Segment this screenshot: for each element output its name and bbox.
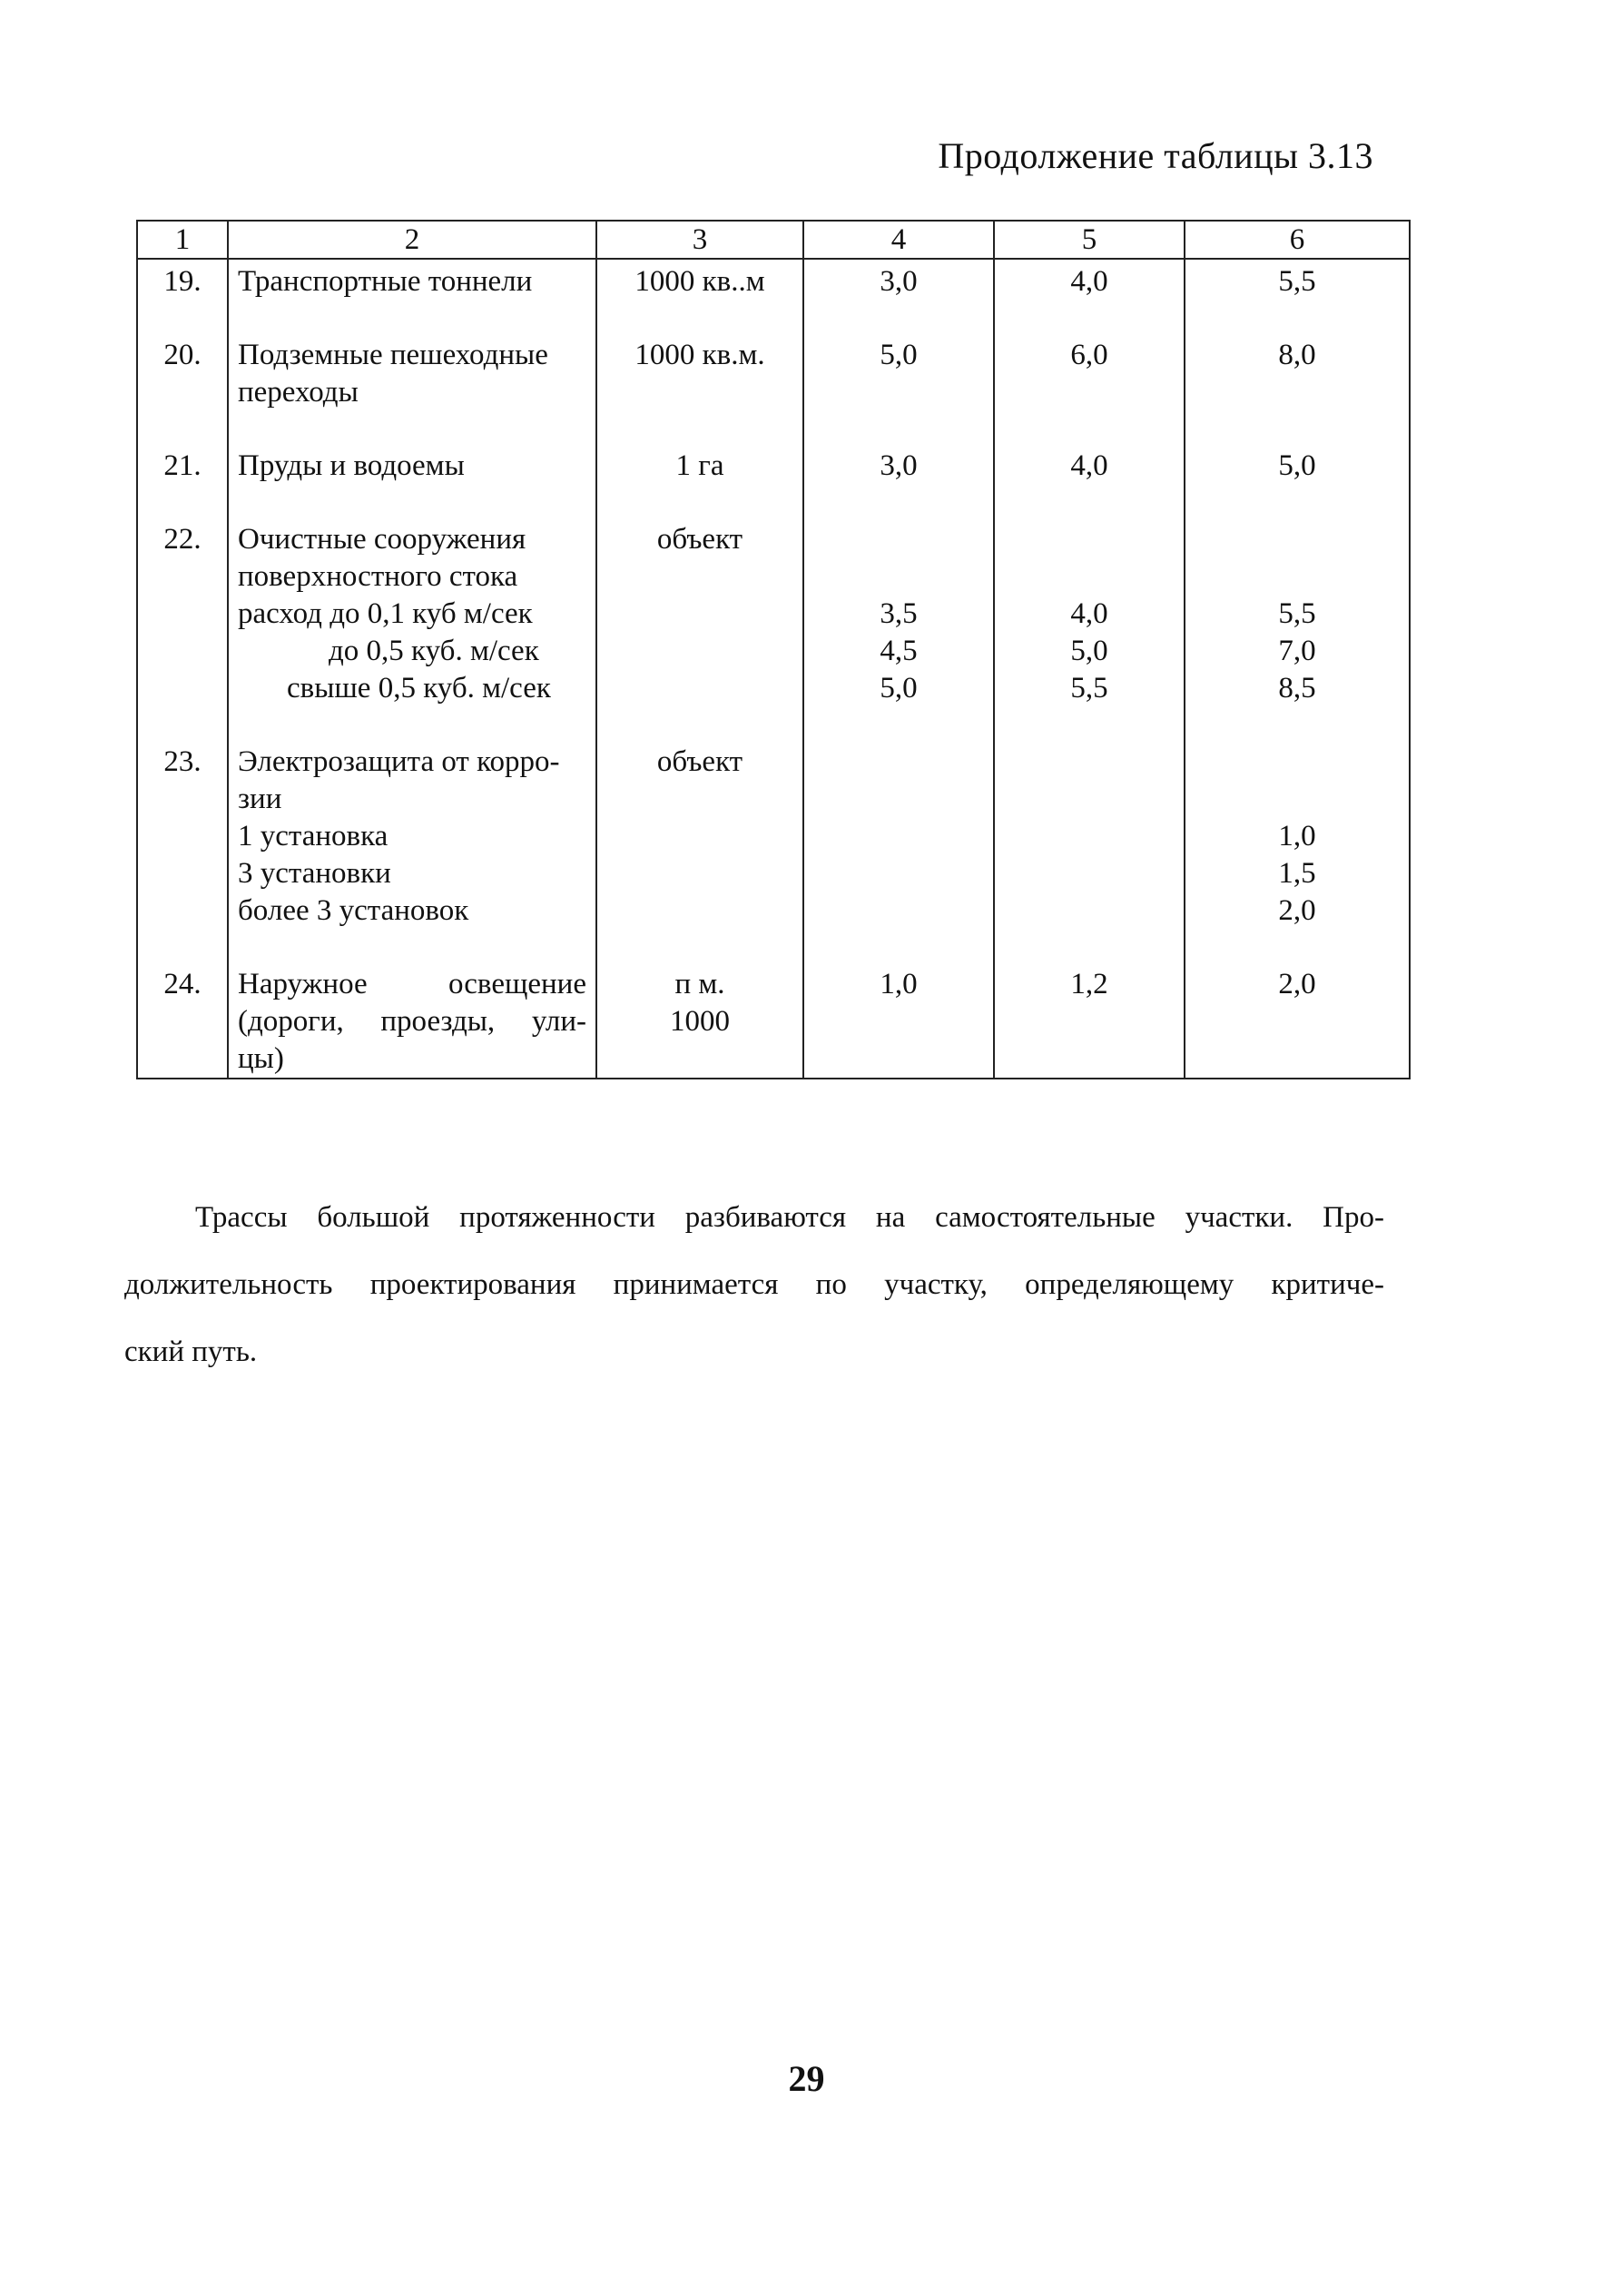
row-number: 21. [137,411,228,485]
row-number: 24. [137,930,228,1079]
column-header: 5 [994,221,1185,259]
row-number: 22. [137,485,228,707]
row-unit-line: 1000 кв.м. [634,339,765,371]
row-col5 [994,707,1185,930]
row-unit [596,485,803,707]
row-col6 [1185,411,1410,485]
row-col5 [994,930,1185,1079]
row-unit-line: 1000 кв..м [634,265,765,298]
row-col5 [994,485,1185,707]
data-table [136,220,1411,1079]
table-row [137,259,1410,301]
cell-value: 5,0 [880,672,918,705]
row-name-line: Очистные сооружения [238,523,526,556]
row-name-line: расход до 0,1 куб м/сек [238,597,533,630]
table-row [137,707,1410,930]
row-col6 [1185,259,1410,301]
row-col5 [994,301,1185,411]
row-col4 [803,259,994,301]
cell-value: 5,5 [1278,265,1316,298]
column-header: 4 [803,221,994,259]
row-name-line: Транспортные тоннели [238,265,533,298]
row-name-line: до 0,5 куб. м/сек [329,635,539,667]
row-name [228,707,596,930]
table-caption: Продолжение таблицы 3.13 [938,135,1373,176]
paragraph-line: Трассы большой протяженности разбиваются на самостоятельные участки. Про- [195,1201,1384,1234]
row-unit [596,301,803,411]
row-unit [596,707,803,930]
row-name [228,411,596,485]
row-name-line: поверхностного стока [238,560,518,593]
cell-value: 5,0 [1278,449,1316,482]
row-col4 [803,930,994,1079]
row-col5 [994,259,1185,301]
cell-value: 8,5 [1278,672,1316,705]
row-number: 23. [137,707,228,930]
cell-value: 7,0 [1278,635,1316,667]
row-unit [596,411,803,485]
row-col5 [994,411,1185,485]
cell-value: 4,0 [1070,449,1108,482]
row-name [228,485,596,707]
row-col4 [803,301,994,411]
column-header: 2 [228,221,596,259]
row-col4 [803,411,994,485]
column-header: 6 [1185,221,1410,259]
cell-value: 2,0 [1278,968,1316,1000]
row-number: 19. [137,259,228,301]
row-unit-line: 1000 [670,1005,730,1038]
row-name-line: более 3 установок [238,894,469,927]
row-unit-line: 1 га [675,449,724,482]
row-unit [596,259,803,301]
cell-value: 3,0 [880,265,918,298]
row-number: 20. [137,301,228,411]
row-name-line: Подземные пешеходные [238,339,548,371]
cell-value: 4,0 [1070,265,1108,298]
cell-value: 6,0 [1070,339,1108,371]
table-header-row [137,221,1410,259]
cell-value: 5,5 [1278,597,1316,630]
cell-value: 1,5 [1278,857,1316,890]
body-paragraph [124,1184,1384,1385]
table-row [137,301,1410,411]
page-number: 29 [788,2058,825,2099]
table-row [137,930,1410,1079]
row-col6 [1185,485,1410,707]
row-name [228,301,596,411]
table-row [137,485,1410,707]
cell-value: 1,0 [1278,820,1316,852]
row-col6 [1185,301,1410,411]
row-name-line: 3 установки [238,857,391,890]
row-name [228,930,596,1079]
paragraph-line: ский путь. [124,1335,258,1368]
row-name-line: Электрозащита от корро- [238,745,560,778]
row-unit-line: объект [656,523,743,556]
row-col6 [1185,707,1410,930]
row-name-line: зии [238,783,282,815]
cell-value: 5,0 [880,339,918,371]
row-name-line: (дороги, проезды, ули- [238,1005,586,1038]
cell-value: 1,2 [1070,968,1108,1000]
row-col6 [1185,930,1410,1079]
row-unit-line: п м. [674,968,725,1000]
column-header: 1 [137,221,228,259]
cell-value: 5,5 [1070,672,1108,705]
row-name [228,259,596,301]
row-unit-line: объект [656,745,743,778]
cell-value: 4,0 [1070,597,1108,630]
cell-value: 8,0 [1278,339,1316,371]
cell-value: 4,5 [880,635,918,667]
cell-value: 3,5 [880,597,918,630]
row-name-line: Пруды и водоемы [238,449,465,482]
cell-value: 3,0 [880,449,918,482]
table-row [137,411,1410,485]
row-name-line: цы) [238,1042,284,1075]
row-col4 [803,485,994,707]
row-name-line: свыше 0,5 куб. м/сек [287,672,551,705]
row-unit [596,930,803,1079]
column-header: 3 [596,221,803,259]
row-name-line: переходы [238,376,359,409]
row-name-line: 1 установка [238,820,388,852]
cell-value: 1,0 [880,968,918,1000]
row-col4 [803,707,994,930]
cell-value: 2,0 [1278,894,1316,927]
paragraph-line: должительность проектирования принимается по участку, определяющему критиче- [124,1268,1384,1301]
cell-value: 5,0 [1070,635,1108,667]
row-name-line: Наружное освещение [238,968,586,1000]
